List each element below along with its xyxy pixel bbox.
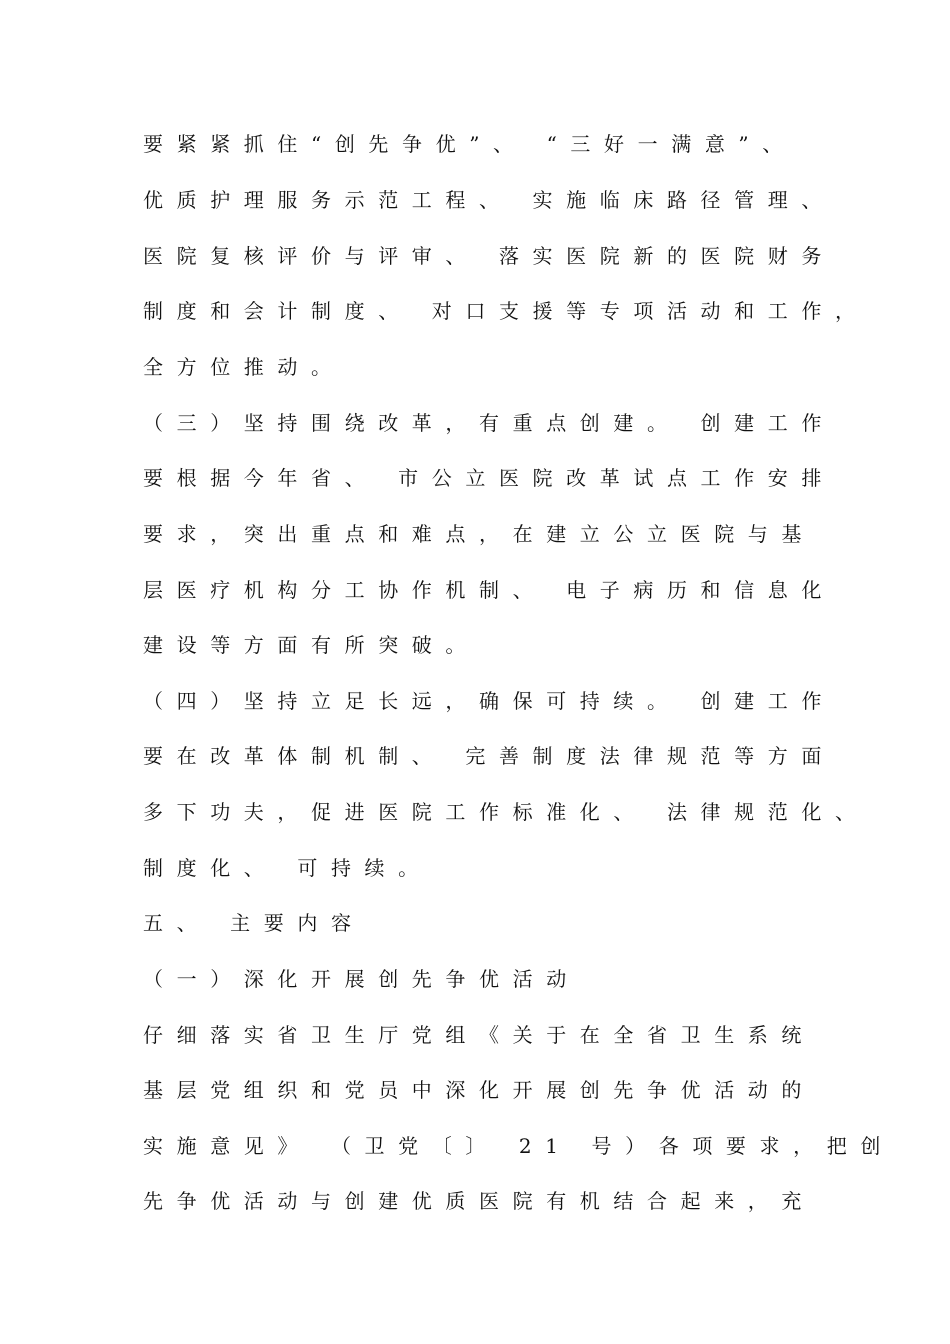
text-line: 多下功夫，促进医院工作标准化、 法律规范化、: [143, 800, 869, 824]
text-line: （四）坚持立足长远，确保可持续。 创建工作: [143, 689, 835, 713]
text-line: 层医疗机构分工协作机制、 电子病历和信息化: [143, 578, 835, 602]
text-line: 制度化、 可持续。: [143, 856, 432, 880]
subsection-heading: （一）深化开展创先争优活动: [143, 967, 580, 991]
text-line: 全方位推动。: [143, 355, 345, 379]
section-heading: 五、 主要内容: [143, 911, 365, 935]
text-line: （三）坚持围绕改革，有重点创建。 创建工作: [143, 411, 835, 435]
text-line: 建设等方面有所突破。: [143, 633, 479, 657]
text-line: 要根据今年省、 市公立医院改革试点工作安排: [143, 466, 835, 490]
text-line: 基层党组织和党员中深化开展创先争优活动的: [143, 1078, 815, 1102]
text-line: 要紧紧抓住“创先争优”、 “三好一满意”、: [143, 132, 796, 156]
text-line: 优质护理服务示范工程、 实施临床路径管理、: [143, 188, 835, 212]
text-line: 实施意见》 （卫党〔〕 21 号）各项要求，把创: [143, 1134, 894, 1158]
text-line: 制度和会计制度、 对口支援等专项活动和工作，: [143, 299, 869, 323]
text-line: 仔细落实省卫生厅党组《关于在全省卫生系统: [143, 1023, 815, 1047]
text-line: 先争优活动与创建优质医院有机结合起来，充: [143, 1189, 815, 1213]
text-line: 要在改革体制机制、 完善制度法律规范等方面: [143, 744, 835, 768]
text-line: 要求，突出重点和难点，在建立公立医院与基: [143, 522, 815, 546]
text-line: 医院复核评价与评审、 落实医院新的医院财务: [143, 244, 835, 268]
